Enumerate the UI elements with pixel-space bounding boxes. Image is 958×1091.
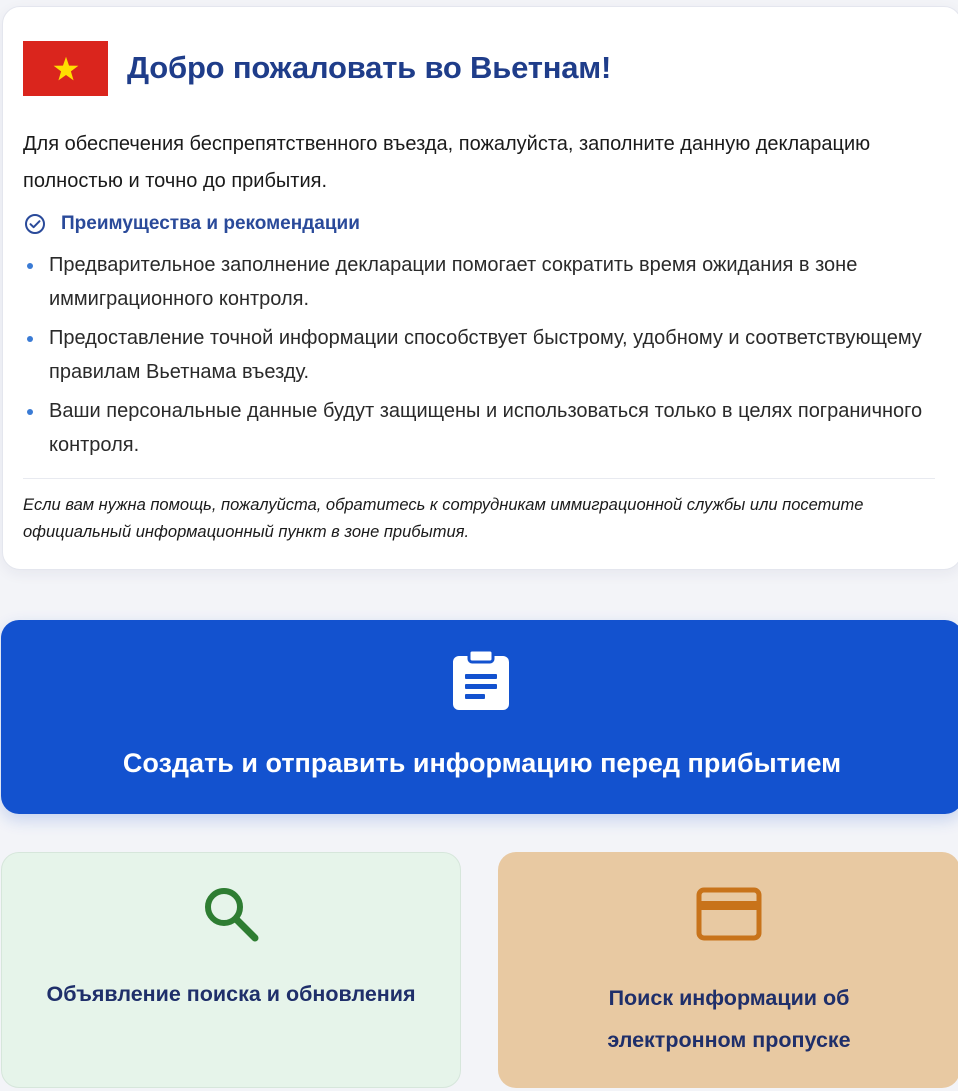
clipboard-icon [451, 649, 511, 711]
bullet-icon [27, 409, 33, 415]
page-title: Добро пожаловать во Вьетнам! [127, 50, 612, 85]
search-update-label: Объявление поиска и обновления [46, 982, 416, 1006]
help-note: Если вам нужна помощь, пожалуйста, обратитесь к сотрудникам иммиграционной службы или посетите официальный информационный пункт в зоне прибытия. [23, 496, 864, 541]
e-pass-label-line1: Поиск информации об [608, 986, 850, 1010]
benefits-heading-label: Преимущества и рекомендации [61, 213, 360, 234]
list-item-text: Предварительное заполнение декларации помогает сократить время ожидания в зоне иммиграционного контроля. [49, 254, 858, 310]
list-item [23, 248, 923, 316]
divider [23, 478, 935, 479]
benefits-list [23, 248, 923, 467]
magnifier-icon [202, 885, 260, 943]
list-item [23, 321, 923, 389]
list-item [23, 394, 923, 462]
list-item-text: Предоставление точной информации способствует быстрому, удобному и соответствующему правилам Вьетнама въезду. [49, 327, 922, 383]
intro-text: Для обеспечения беспрепятственного въезда, пожалуйста, заполните данную декларацию полностью и точно до прибытия. [23, 133, 871, 192]
e-pass-label-line2: электронном пропуске [607, 1028, 851, 1052]
bullet-icon [27, 263, 33, 269]
create-declaration-label: Создать и отправить информацию перед прибытием [122, 748, 842, 778]
e-pass-search-label [498, 977, 958, 1061]
benefits-heading [23, 212, 360, 236]
list-item-text: Ваши персональные данные будут защищены и использоваться только в целях пограничного контроля. [49, 400, 923, 456]
card-icon [696, 887, 762, 941]
bullet-icon [27, 336, 33, 342]
check-circle-icon [23, 212, 47, 236]
vietnam-flag-icon [23, 41, 108, 96]
